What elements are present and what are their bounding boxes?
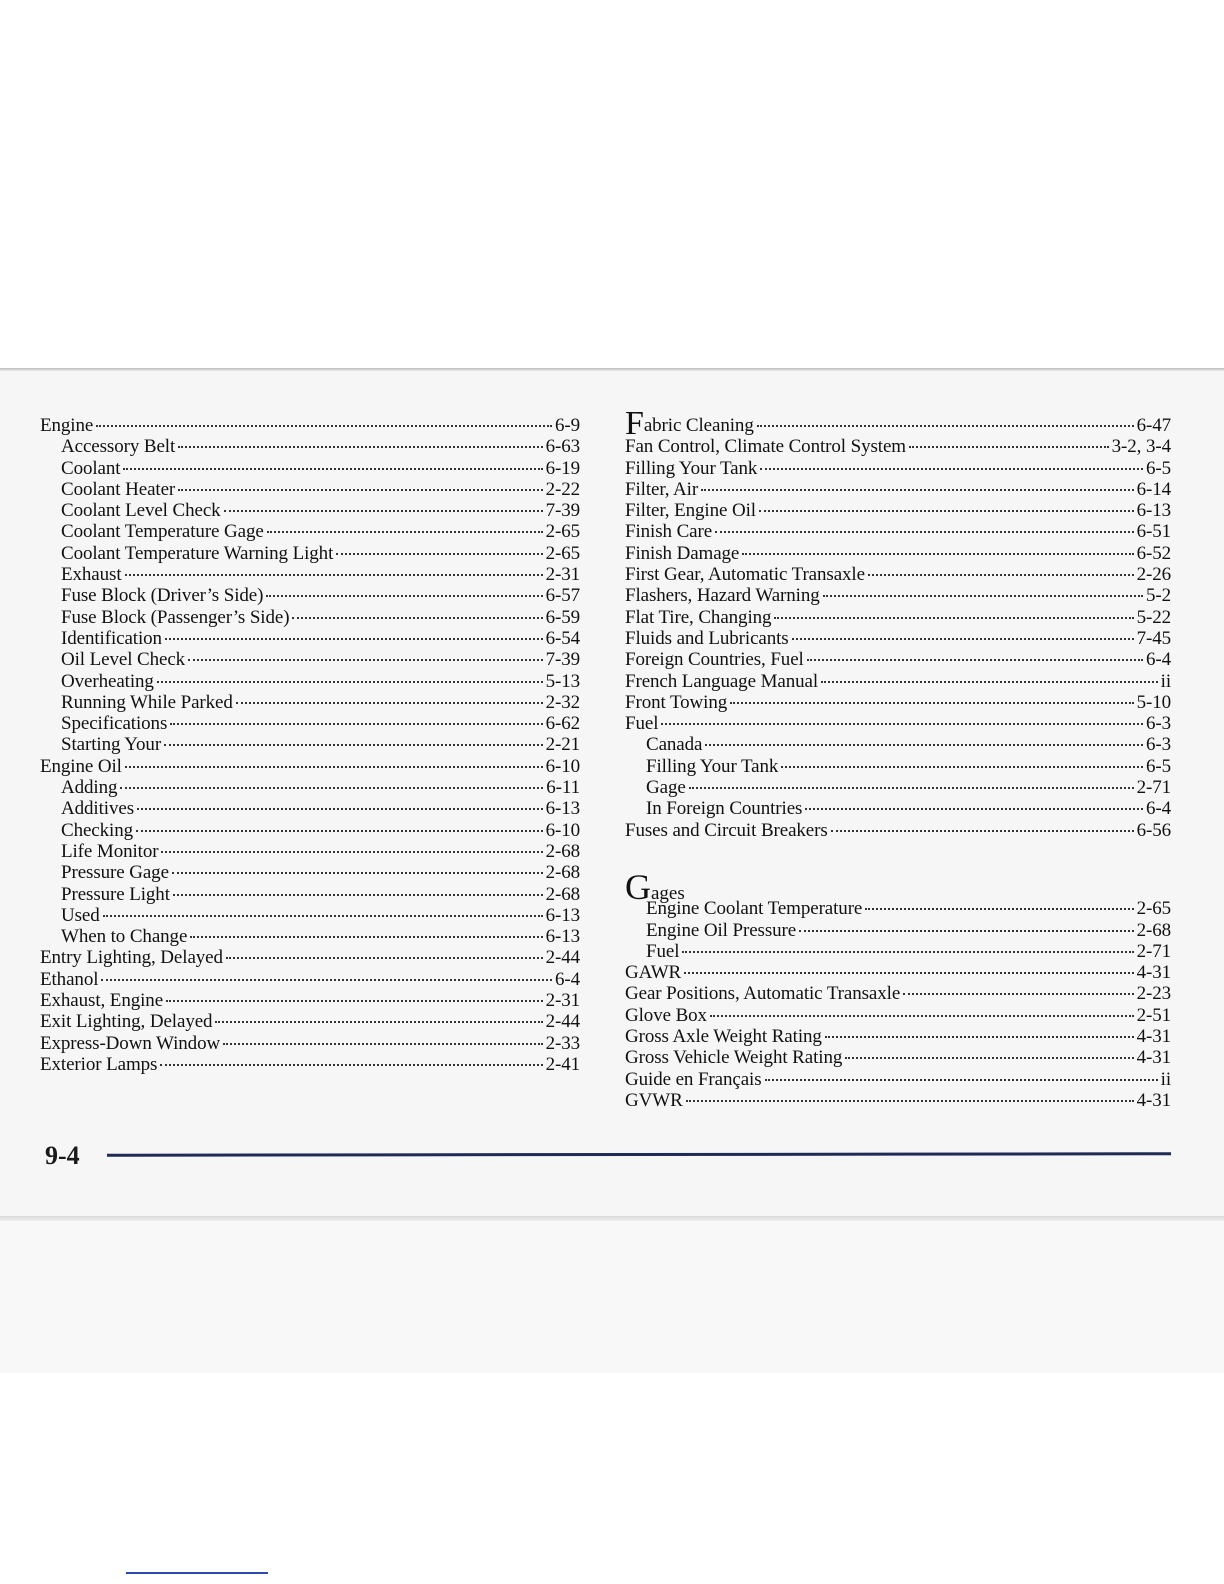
index-entry <box>625 983 1171 1004</box>
leader-dots <box>757 424 1134 427</box>
entry-label: Finish Damage <box>625 542 740 564</box>
entry-page: 6-4 <box>554 968 580 990</box>
index-entry <box>40 692 580 713</box>
entry-label: Guide en Français <box>625 1068 762 1090</box>
entry-label: Gross Vehicle Weight Rating <box>625 1047 843 1069</box>
leader-dots <box>831 829 1134 832</box>
entry-page: 6-51 <box>1136 521 1171 543</box>
entry-label: Flat Tire, Changing <box>625 606 772 628</box>
index-entry <box>625 920 1171 941</box>
leader-dots <box>136 829 543 832</box>
entry-label: Engine Oil <box>40 755 122 777</box>
entry-label: First Gear, Automatic Transaxle <box>625 564 865 586</box>
entry-label: Express-Down Window <box>40 1032 221 1054</box>
index-entry <box>40 1054 580 1075</box>
entry-page: 6-13 <box>545 926 580 948</box>
index-entry <box>625 671 1171 692</box>
leader-dots <box>865 907 1133 910</box>
leader-dots <box>684 971 1133 974</box>
entry-page: 6-4 <box>1145 649 1171 671</box>
index-entry <box>625 458 1171 479</box>
entry-page: 2-51 <box>1136 1004 1171 1026</box>
entry-label: Fan Control, Climate Control System <box>625 436 906 458</box>
entry-page: 5-13 <box>545 670 580 692</box>
entry-page: 2-23 <box>1136 983 1171 1005</box>
index-entry <box>625 1047 1171 1068</box>
index-entry <box>40 585 580 606</box>
entry-page: 2-71 <box>1136 940 1171 962</box>
entry-label: GAWR <box>625 962 682 984</box>
entry-page: 2-22 <box>545 478 580 500</box>
leader-dots <box>161 850 542 853</box>
index-entry <box>40 564 580 585</box>
leader-dots <box>103 914 543 917</box>
entry-label: Gear Positions, Automatic Transaxle <box>625 983 901 1005</box>
entry-label: abric Cleaning <box>643 415 754 436</box>
leader-dots <box>178 445 542 448</box>
entry-label: Coolant Heater <box>61 478 176 500</box>
index-entry <box>40 671 580 692</box>
entry-label: Finish Care <box>625 521 713 543</box>
leader-dots <box>166 999 543 1002</box>
index-entry <box>40 500 580 521</box>
entry-page: 6-63 <box>545 436 580 458</box>
index-entry <box>625 479 1171 500</box>
entry-label: Specifications <box>61 713 168 735</box>
entry-page: 2-41 <box>545 1053 580 1075</box>
leader-dots <box>715 530 1134 533</box>
leader-dots <box>774 616 1133 619</box>
leader-dots <box>125 765 543 768</box>
entry-page: 2-68 <box>545 883 580 905</box>
entry-label: Oil Level Check <box>61 649 186 671</box>
index-entry <box>40 607 580 628</box>
index-entry <box>40 479 580 500</box>
index-entry <box>40 862 580 883</box>
entry-page: 6-14 <box>1136 478 1171 500</box>
index-entry <box>625 628 1171 649</box>
leader-dots <box>682 950 1133 953</box>
index-entry <box>40 713 580 734</box>
index-section-g <box>625 898 1171 1111</box>
leader-dots <box>686 1099 1134 1102</box>
leader-dots <box>909 445 1109 448</box>
section-letter-g: G <box>625 866 651 907</box>
entry-label: Engine <box>40 415 94 436</box>
entry-page: 2-21 <box>545 734 580 756</box>
leader-dots <box>868 573 1134 576</box>
leader-dots <box>765 1078 1158 1081</box>
entry-label: Engine Coolant Temperature <box>646 898 863 920</box>
leader-dots <box>845 1056 1133 1059</box>
entry-label: In Foreign Countries <box>646 798 803 820</box>
entry-label: Fluids and Lubricants <box>625 627 789 649</box>
entry-label: Filter, Air <box>625 478 699 500</box>
entry-label: Used <box>61 904 100 926</box>
leader-dots <box>96 424 552 427</box>
leader-dots <box>170 722 542 725</box>
entry-page: 6-10 <box>545 755 580 777</box>
entry-label: Ethanol <box>40 968 99 990</box>
index-entry <box>625 777 1171 798</box>
index-entry <box>40 969 580 990</box>
index-entry <box>625 820 1171 841</box>
section-heading-rest: ages <box>651 882 685 904</box>
entry-page: 4-31 <box>1136 1026 1171 1048</box>
leader-dots <box>701 488 1133 491</box>
index-entry <box>625 564 1171 585</box>
entry-page: 5-22 <box>1136 606 1171 628</box>
index-entry <box>625 713 1171 734</box>
entry-label: Coolant <box>61 457 121 479</box>
entry-label: Fuse Block (Passenger’s Side) <box>61 606 290 628</box>
entry-page: 2-65 <box>1136 898 1171 920</box>
index-section-f <box>625 436 1171 841</box>
index-entry <box>625 1069 1171 1090</box>
entry-label: Overheating <box>61 670 154 692</box>
index-entry <box>625 543 1171 564</box>
entry-page: 6-5 <box>1145 755 1171 777</box>
entry-page: 4-31 <box>1136 962 1171 984</box>
entry-page: 5-2 <box>1145 585 1171 607</box>
entry-label: When to Change <box>61 926 188 948</box>
index-page <box>0 371 1224 1216</box>
entry-label: Exit Lighting, Delayed <box>40 1011 213 1033</box>
entry-label: Fuel <box>625 713 659 735</box>
leader-dots <box>224 509 543 512</box>
leader-dots <box>157 680 543 683</box>
leader-dots <box>742 552 1133 555</box>
leader-dots <box>792 637 1134 640</box>
entry-page: 7-45 <box>1136 627 1171 649</box>
leader-dots <box>266 594 542 597</box>
index-entry <box>625 941 1171 962</box>
entry-page: 4-31 <box>1136 1089 1171 1111</box>
entry-page: 6-59 <box>545 606 580 628</box>
entry-page: 6-47 <box>1136 415 1171 436</box>
index-entry-fabric-cleaning <box>625 405 1171 442</box>
entry-label: Starting Your <box>61 734 162 756</box>
index-entry <box>625 798 1171 819</box>
entry-label: Adding <box>61 777 118 799</box>
entry-page: 6-13 <box>545 798 580 820</box>
leader-dots <box>172 871 543 874</box>
entry-label: Accessory Belt <box>61 436 176 458</box>
index-entry <box>40 926 580 947</box>
entry-page: 6-11 <box>546 777 580 799</box>
entry-label: Entry Lighting, Delayed <box>40 947 223 969</box>
entry-label: Running While Parked <box>61 691 233 713</box>
leader-dots <box>173 893 543 896</box>
entry-page: 2-33 <box>545 1032 580 1054</box>
leader-dots <box>760 467 1143 470</box>
leader-dots <box>710 1014 1134 1017</box>
section-heading-gages <box>625 866 1171 907</box>
index-entry <box>40 458 580 479</box>
entry-label: Gage <box>646 777 686 799</box>
leader-dots <box>178 488 542 491</box>
index-entry <box>40 947 580 968</box>
leader-dots <box>805 807 1143 810</box>
entry-label: Fuses and Circuit Breakers <box>625 819 828 841</box>
entry-page: 2-65 <box>545 521 580 543</box>
index-entry <box>625 756 1171 777</box>
entry-page: 6-9 <box>554 415 580 436</box>
index-entry <box>625 521 1171 542</box>
leader-dots <box>123 467 542 470</box>
leader-dots <box>125 573 543 576</box>
entry-label: Fuse Block (Driver’s Side) <box>61 585 264 607</box>
entry-page: 4-31 <box>1136 1047 1171 1069</box>
entry-page: 6-19 <box>545 457 580 479</box>
entry-page: 2-32 <box>545 691 580 713</box>
entry-page: 2-44 <box>545 1011 580 1033</box>
entry-page: 6-57 <box>545 585 580 607</box>
index-entry <box>40 756 580 777</box>
entry-page: 7-39 <box>545 500 580 522</box>
leader-dots <box>236 701 543 704</box>
entry-label: Exhaust, Engine <box>40 990 164 1012</box>
index-entry <box>625 898 1171 919</box>
entry-label: Filling Your Tank <box>625 457 758 479</box>
entry-label: Pressure Light <box>61 883 170 905</box>
index-entry <box>40 820 580 841</box>
page-number: 9-4 <box>45 1141 80 1170</box>
index-entry <box>40 905 580 926</box>
entry-page: 7-39 <box>545 649 580 671</box>
leader-dots <box>215 1020 542 1023</box>
leader-dots <box>661 722 1143 725</box>
entry-label: Exterior Lamps <box>40 1053 158 1075</box>
index-entry <box>625 1026 1171 1047</box>
entry-page: 6-54 <box>545 627 580 649</box>
entry-label: GVWR <box>625 1089 683 1111</box>
index-entry <box>40 628 580 649</box>
leader-dots <box>190 935 542 938</box>
entry-page: 6-3 <box>1145 713 1171 735</box>
entry-label: Engine Oil Pressure <box>646 919 797 941</box>
index-entry <box>625 436 1171 457</box>
entry-page: 6-13 <box>545 904 580 926</box>
entry-page: 2-71 <box>1136 777 1171 799</box>
entry-page: 6-56 <box>1136 819 1171 841</box>
index-entry <box>40 415 580 436</box>
entry-label: Flashers, Hazard Warning <box>625 585 820 607</box>
leader-dots <box>137 807 543 810</box>
index-entry <box>40 649 580 670</box>
index-entry <box>40 1011 580 1032</box>
index-entry <box>40 841 580 862</box>
leader-dots <box>292 616 542 619</box>
index-entry <box>625 649 1171 670</box>
entry-page: 2-68 <box>545 840 580 862</box>
entry-page: 6-13 <box>1136 500 1171 522</box>
index-entry <box>625 962 1171 983</box>
entry-page: 2-26 <box>1136 564 1171 586</box>
index-column-right <box>625 405 1171 1111</box>
entry-page: 6-4 <box>1145 798 1171 820</box>
leader-dots <box>821 680 1158 683</box>
footer-rule <box>107 1152 1171 1156</box>
leader-dots <box>730 701 1133 704</box>
leader-dots <box>101 978 552 981</box>
entry-page: 2-65 <box>545 542 580 564</box>
entry-page: ii <box>1160 1068 1171 1090</box>
entry-page: 6-3 <box>1145 734 1171 756</box>
index-entry <box>40 884 580 905</box>
leader-dots <box>689 786 1134 789</box>
index-entry <box>40 798 580 819</box>
index-entry <box>40 543 580 564</box>
leader-dots <box>164 743 543 746</box>
index-entry <box>625 692 1171 713</box>
index-entry <box>40 521 580 542</box>
leader-dots <box>165 637 543 640</box>
entry-page: 2-44 <box>545 947 580 969</box>
entry-label: Coolant Temperature Warning Light <box>61 542 334 564</box>
entry-label: Canada <box>646 734 703 756</box>
scan-lower-area <box>0 1221 1224 1373</box>
stray-blue-line <box>126 1572 268 1574</box>
leader-dots <box>336 552 542 555</box>
leader-dots <box>160 1063 542 1066</box>
entry-page: 5-10 <box>1136 691 1171 713</box>
leader-dots <box>223 1042 542 1045</box>
entry-label: Filling Your Tank <box>646 755 779 777</box>
entry-page: 6-62 <box>545 713 580 735</box>
leader-dots <box>825 1035 1134 1038</box>
leader-dots <box>781 765 1143 768</box>
leader-dots <box>705 743 1143 746</box>
entry-label: Identification <box>61 627 162 649</box>
leader-dots <box>267 530 543 533</box>
entry-label: Coolant Temperature Gage <box>61 521 264 543</box>
section-letter-f: F <box>625 405 644 442</box>
index-entry <box>625 1090 1171 1111</box>
entry-page: ii <box>1160 670 1171 692</box>
entry-label: Pressure Gage <box>61 862 169 884</box>
entry-label: Front Towing <box>625 691 728 713</box>
entry-label: Exhaust <box>61 564 122 586</box>
index-entry <box>625 1005 1171 1026</box>
index-entry <box>625 607 1171 628</box>
entry-page: 2-31 <box>545 990 580 1012</box>
entry-page: 6-5 <box>1145 457 1171 479</box>
entry-label: French Language Manual <box>625 670 819 692</box>
leader-dots <box>823 594 1143 597</box>
index-entry <box>625 585 1171 606</box>
entry-page: 6-10 <box>545 819 580 841</box>
entry-label: Additives <box>61 798 134 820</box>
entry-label: Glove Box <box>625 1004 707 1026</box>
leader-dots <box>120 786 543 789</box>
index-entry <box>625 500 1171 521</box>
entry-label: Coolant Level Check <box>61 500 221 522</box>
index-entry <box>40 777 580 798</box>
leader-dots <box>759 509 1134 512</box>
leader-dots <box>903 992 1133 995</box>
entry-label: Gross Axle Weight Rating <box>625 1026 822 1048</box>
leader-dots <box>807 658 1143 661</box>
index-entry <box>40 436 580 457</box>
entry-page: 6-52 <box>1136 542 1171 564</box>
entry-page: 3-2, 3-4 <box>1111 436 1171 458</box>
entry-label: Foreign Countries, Fuel <box>625 649 804 671</box>
leader-dots <box>226 956 543 959</box>
index-entry <box>40 734 580 755</box>
entry-label: Life Monitor <box>61 840 159 862</box>
index-entry <box>40 1033 580 1054</box>
entry-page: 2-68 <box>545 862 580 884</box>
entry-page: 2-31 <box>545 564 580 586</box>
entry-page: 2-68 <box>1136 919 1171 941</box>
index-entry <box>40 990 580 1011</box>
entry-label: Filter, Engine Oil <box>625 500 756 522</box>
leader-dots <box>799 929 1133 932</box>
entry-label: Fuel <box>646 940 680 962</box>
entry-label: Checking <box>61 819 134 841</box>
index-entry <box>625 734 1171 755</box>
index-column-left <box>40 415 580 1075</box>
leader-dots <box>188 658 542 661</box>
